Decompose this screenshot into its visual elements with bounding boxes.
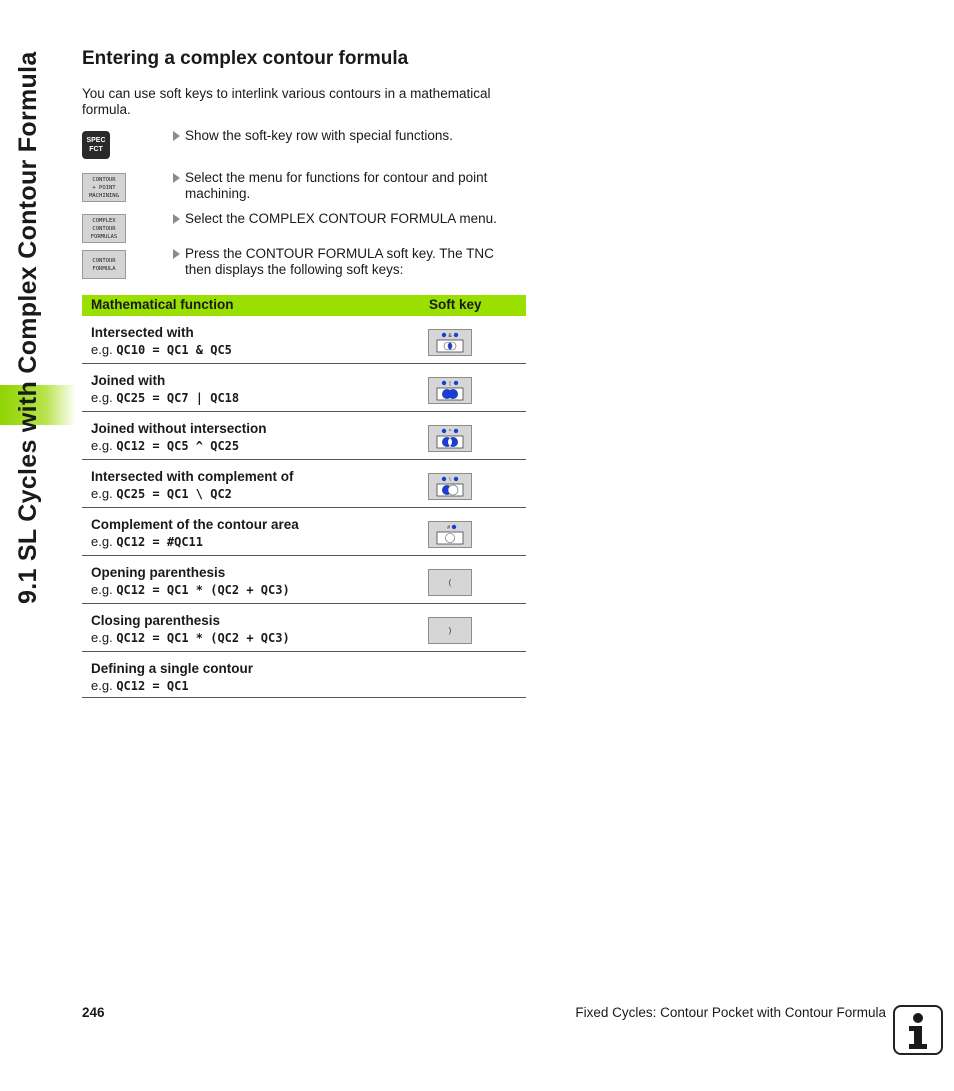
- arrow-icon: [173, 214, 180, 224]
- function-example: e.g. QC12 = QC1 * (QC2 + QC3): [91, 630, 290, 645]
- svg-text:\: \: [449, 477, 451, 483]
- function-name: Joined without intersection: [91, 421, 267, 436]
- example-code: QC12 = QC1 * (QC2 + QC3): [116, 631, 290, 645]
- table-row: [82, 364, 526, 412]
- difference-softkey[interactable]: [428, 473, 472, 500]
- union-softkey-icon: [429, 378, 471, 403]
- chapter-title: Fixed Cycles: Contour Pocket with Contour Formula: [575, 1005, 886, 1020]
- table-row: [82, 412, 526, 460]
- arrow-icon: [173, 131, 180, 141]
- xor-softkey[interactable]: [428, 425, 472, 452]
- key-label-line: COMPLEX: [92, 217, 116, 224]
- function-name: Intersected with complement of: [91, 469, 294, 484]
- intersect-softkey[interactable]: [428, 329, 472, 356]
- contour-formula-softkey[interactable]: [82, 250, 126, 279]
- open-paren-softkey[interactable]: [428, 569, 472, 596]
- step-1: [172, 128, 522, 144]
- close-paren-softkey-icon: ): [448, 626, 452, 635]
- svg-text:#: #: [447, 525, 450, 531]
- table-row: [82, 316, 526, 364]
- function-name: Joined with: [91, 373, 166, 388]
- function-name: Defining a single contour: [91, 661, 254, 676]
- function-example: e.g. QC25 = QC1 \ QC2: [91, 486, 232, 501]
- complex-contour-formulas-softkey[interactable]: [82, 214, 126, 243]
- step-text: Show the soft-key row with special functions.: [185, 128, 453, 143]
- section-heading: Entering a complex contour formula: [82, 48, 409, 69]
- table-row: [82, 652, 526, 698]
- key-label-line: MACHINING: [89, 192, 119, 199]
- function-name: Opening parenthesis: [91, 565, 226, 580]
- step-3: [172, 211, 522, 227]
- step-text: Select the menu for functions for contour and point machining.: [185, 170, 488, 201]
- arrow-icon: [173, 173, 180, 183]
- svg-text:^: ^: [448, 429, 452, 435]
- example-code: QC12 = QC1: [116, 679, 189, 693]
- key-label-line: SPEC: [86, 137, 106, 144]
- key-label-line: FORMULAS: [90, 233, 118, 240]
- header-function: Mathematical function: [91, 297, 234, 312]
- contour-point-machining-softkey[interactable]: [82, 173, 126, 202]
- key-label-line: + POINT: [92, 184, 116, 191]
- example-code: QC10 = QC1 & QC5: [116, 343, 232, 357]
- key-label-line: FORMULA: [92, 265, 116, 272]
- table-header: [82, 295, 526, 316]
- arrow-icon: [173, 249, 180, 259]
- function-example: e.g. QC12 = QC1 * (QC2 + QC3): [91, 582, 290, 597]
- key-label-line: CONTOUR: [92, 257, 116, 264]
- page-number: 246: [82, 1005, 105, 1020]
- step-4: [172, 246, 522, 278]
- function-example: e.g. QC12 = QC1: [91, 678, 189, 693]
- intro-text: You can use soft keys to interlink various contours in a mathematical formula.: [82, 86, 491, 117]
- softkey-table: [82, 295, 526, 698]
- table-row: [82, 604, 526, 652]
- xor-softkey-icon: [429, 426, 471, 451]
- key-label-line: CONTOUR: [92, 225, 116, 232]
- side-tab-title: 9.1 SL Cycles with Complex Contour Formula: [14, 51, 42, 604]
- function-name: Complement of the contour area: [91, 517, 299, 532]
- header-softkey: Soft key: [429, 297, 482, 312]
- difference-softkey-icon: [429, 474, 471, 499]
- side-tab: [0, 0, 76, 1091]
- function-example: e.g. QC12 = QC5 ^ QC25: [91, 438, 240, 453]
- table-row: [82, 508, 526, 556]
- example-code: QC12 = QC1 * (QC2 + QC3): [116, 583, 290, 597]
- example-code: QC12 = QC5 ^ QC25: [116, 439, 240, 453]
- svg-text:|: |: [449, 381, 451, 387]
- step-text: Press the CONTOUR FORMULA soft key. The TNC then displays the following soft keys:: [185, 246, 494, 277]
- table-row: [82, 460, 526, 508]
- close-paren-softkey[interactable]: [428, 617, 472, 644]
- step-2: [172, 170, 522, 202]
- key-label-line: FCT: [89, 146, 103, 153]
- function-example: e.g. QC10 = QC1 & QC5: [91, 342, 232, 357]
- spec-fct-key[interactable]: [82, 131, 110, 159]
- key-label-line: CONTOUR: [92, 176, 116, 183]
- intersect-softkey-icon: [429, 330, 471, 355]
- complement-softkey-icon: [429, 522, 471, 547]
- svg-text:&: &: [448, 333, 452, 339]
- complement-softkey[interactable]: [428, 521, 472, 548]
- example-code: QC25 = QC1 \ QC2: [116, 487, 232, 501]
- table-row: [82, 556, 526, 604]
- step-text: Select the COMPLEX CONTOUR FORMULA menu.: [185, 211, 497, 226]
- example-code: QC12 = #QC11: [116, 535, 204, 549]
- function-name: Closing parenthesis: [91, 613, 221, 628]
- union-softkey[interactable]: [428, 377, 472, 404]
- info-icon: [893, 1005, 943, 1055]
- example-code: QC25 = QC7 | QC18: [116, 391, 240, 405]
- function-example: e.g. QC12 = #QC11: [91, 534, 204, 549]
- function-name: Intersected with: [91, 325, 194, 340]
- open-paren-softkey-icon: (: [448, 578, 452, 587]
- function-example: e.g. QC25 = QC7 | QC18: [91, 390, 240, 405]
